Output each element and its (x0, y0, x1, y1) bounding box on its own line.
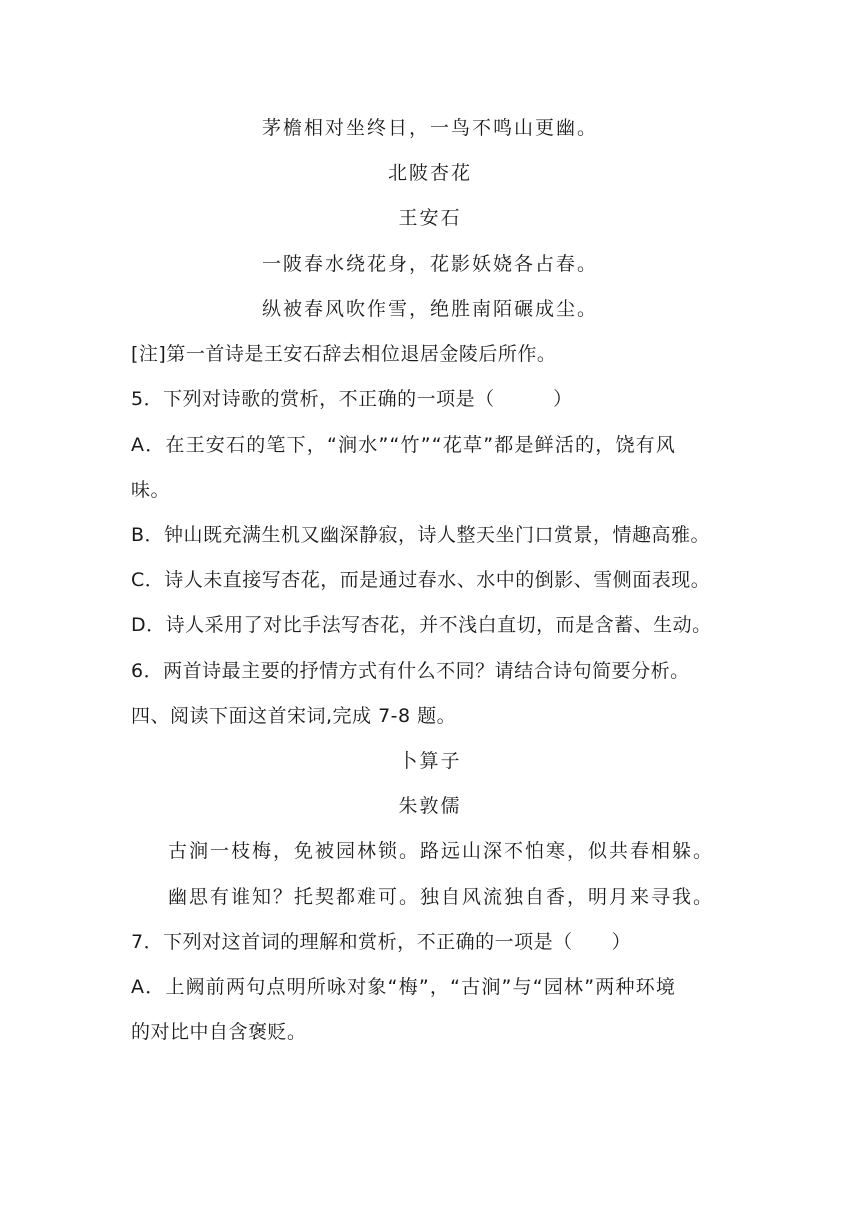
question-5-option-d: D．诗人采用了对比手法写杏花，并不浅白直切，而是含蓄、生动。 (131, 614, 712, 636)
ci-title: 卜算子 (398, 750, 462, 772)
question-5-option-a-line1: A．在王安石的笔下，“涧水”“竹”“花草”都是鲜活的，饶有风 (131, 434, 677, 456)
poem2-line2: 纵被春风吹作雪，绝胜南陌碾成尘。 (261, 298, 598, 320)
ci-author: 朱敦儒 (398, 795, 462, 817)
question-5-option-b: B．钟山既充满生机又幽深静寂，诗人整天坐门口赏景，情趣高雅。 (131, 524, 711, 546)
question-7-stem: 7．下列对这首词的理解和赏析，不正确的一项是（ ） (131, 931, 632, 953)
question-7-option-a-line2: 的对比中自含褒贬。 (131, 1021, 307, 1043)
question-6: 6．两首诗最主要的抒情方式有什么不同？请结合诗句简要分析。 (131, 660, 690, 682)
annotation-note: [注]第一首诗是王安石辞去相位退居金陵后所作。 (131, 343, 557, 365)
poem1-last-line: 茅檐相对坐终日，一鸟不鸣山更幽。 (261, 117, 598, 139)
question-5-option-a-line2: 味。 (131, 479, 171, 501)
ci-line1: 古涧一枝梅，免被园林锁。路远山深不怕寒，似共春相躲。 (168, 840, 715, 862)
poem2-title: 北陂杏花 (387, 162, 472, 184)
question-5-stem: 5．下列对诗歌的赏析，不正确的一项是（ ） (131, 388, 573, 410)
question-5-option-c: C．诗人未直接写杏花，而是通过春水、水中的倒影、雪侧面表现。 (131, 569, 711, 591)
section-4-heading: 四、阅读下面这首宋词,完成 7-8 题。 (131, 705, 457, 727)
question-7-option-a-line1: A．上阙前两句点明所咏对象“梅”，“古涧”与“园林”两种环境 (131, 976, 677, 998)
poem2-author: 王安石 (398, 207, 462, 229)
poem2-line1: 一陂春水绕花身，花影妖娆各占春。 (261, 253, 598, 275)
ci-line2: 幽思有谁知？托契都难可。独自风流独自香，明月来寻我。 (168, 886, 715, 908)
